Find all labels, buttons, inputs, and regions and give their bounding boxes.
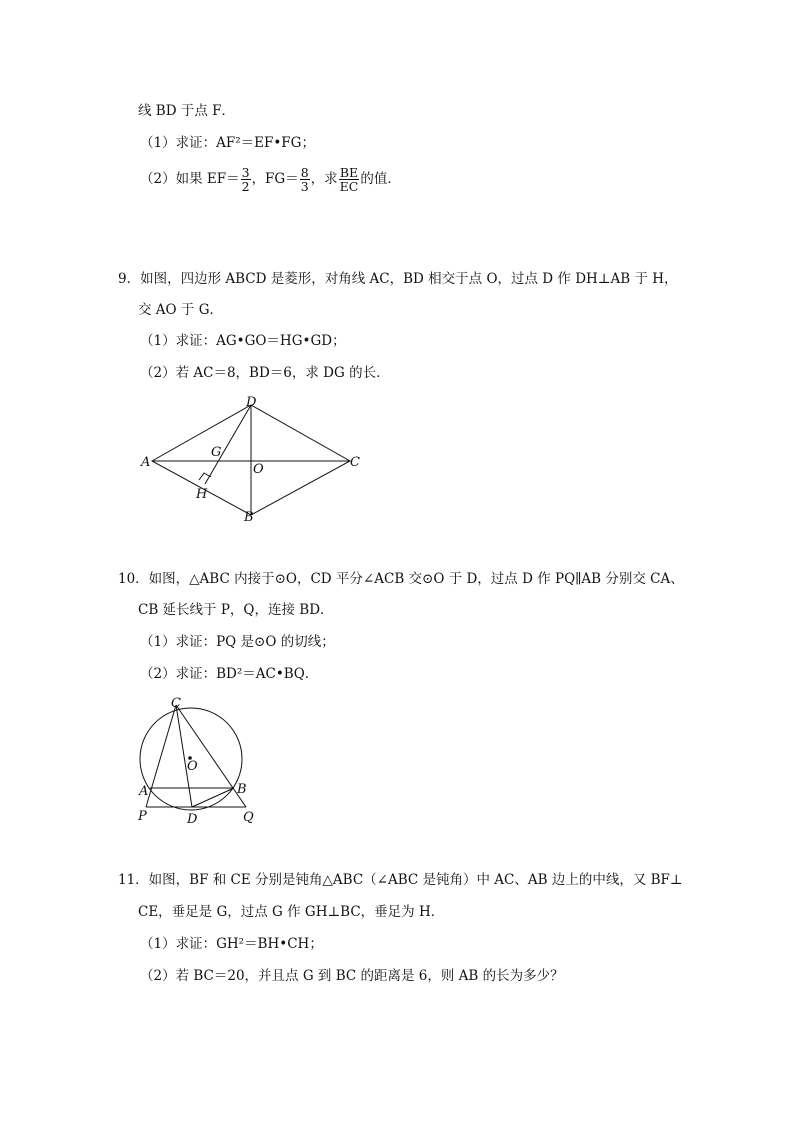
label-c: C — [350, 455, 360, 470]
p11-stem-line-1: 11．如图，BF 和 CE 分别是钝角△ABC（∠ABC 是钝角）中 AC、AB 边上的中线，又 BF⊥ — [118, 872, 683, 888]
fg-denominator: 3 — [300, 179, 309, 194]
fraction-fg — [300, 166, 310, 193]
fraction-ef — [241, 166, 251, 193]
be-numerator: BE — [339, 165, 359, 180]
fraction-be-ec — [339, 166, 360, 193]
p11-question-2: （2）若 BC＝20，并且点 G 到 BC 的距离是 6，则 AB 的长为多少？ — [140, 968, 564, 984]
p8-q2-mid: ，FG＝ — [251, 171, 299, 187]
ec-denominator: EC — [339, 179, 359, 194]
label-g: G — [211, 445, 222, 460]
label-d: D — [187, 812, 198, 827]
ef-denominator: 2 — [241, 179, 250, 194]
p11-question-1: （1）求证：GH²＝BH•CH； — [140, 936, 323, 952]
p8-q2-prefix: （2）如果 EF＝ — [140, 171, 240, 187]
p8-q2-mid2: ，求 — [310, 171, 338, 187]
label-b: B — [237, 782, 247, 797]
p9-question-1: （1）求证：AG•GO＝HG•GD； — [140, 333, 346, 349]
segment-cq — [176, 705, 246, 807]
p10-stem-line-1: 10．如图，△ABC 内接于⊙O，CD 平分∠ACB 交⊙O 于 D，过点 D 作 PQ∥AB 分别交 CA、 — [118, 571, 684, 587]
p11-stem-line-2: CE，垂足是 G，过点 G 作 GH⊥BC，垂足为 H． — [138, 904, 445, 920]
label-h: H — [196, 487, 208, 502]
segment-cp — [146, 705, 176, 807]
p10-stem-line-2: CB 延长线于 P，Q，连接 BD． — [138, 602, 334, 618]
p9-stem-line-2: 交 AO 于 G． — [138, 302, 223, 318]
label-d: D — [246, 395, 257, 410]
p9-stem-line-1: 9．如图，四边形 ABCD 是菱形，对角线 AC，BD 相交于点 O，过点 D 作 DH⊥AB 于 H， — [118, 271, 678, 287]
segment-bd — [192, 788, 234, 807]
label-p: P — [138, 809, 147, 824]
label-b: B — [244, 510, 254, 525]
label-q: Q — [243, 810, 254, 825]
label-a: A — [139, 784, 149, 799]
right-angle-mark — [199, 473, 211, 480]
label-a: A — [141, 455, 151, 470]
fg-numerator: 8 — [300, 165, 309, 180]
p8-question-1: （1）求证：AF²＝EF•FG； — [140, 135, 315, 151]
rhombus-figure — [130, 390, 370, 530]
ef-numerator: 3 — [241, 165, 250, 180]
p8-question-2 — [140, 164, 401, 194]
label-o: O — [253, 462, 264, 477]
p10-question-1: （1）求证：PQ 是⊙O 的切线； — [140, 634, 335, 650]
segment-cd — [176, 705, 192, 807]
p8-q2-post: 的值． — [360, 171, 401, 187]
label-c: C — [171, 696, 181, 711]
p9-question-2: （2）若 AC＝8，BD＝6，求 DG 的长． — [140, 365, 390, 381]
label-o: O — [187, 759, 198, 774]
p8-continuation: 线 BD 于点 F． — [138, 103, 235, 119]
circle-figure — [130, 692, 270, 827]
p10-question-2: （2）求证：BD²＝AC•BQ． — [140, 666, 319, 682]
